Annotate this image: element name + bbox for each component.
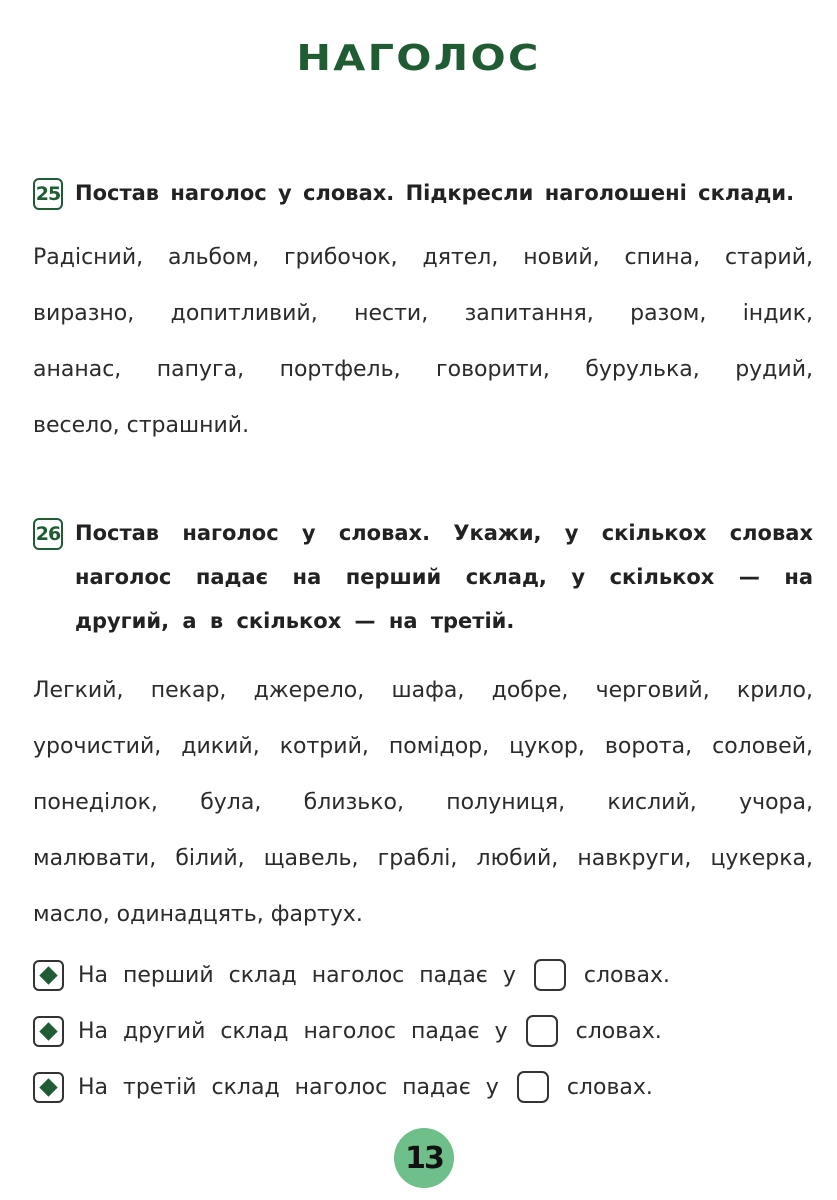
answer-row-second-syllable xyxy=(33,1003,670,1059)
task-header xyxy=(33,176,813,215)
word-line: Легкий, пекар, джерело, шафа, добре, черговий, крило, xyxy=(33,678,813,703)
page-number-badge: 13 xyxy=(394,1128,454,1188)
word-line: Радісний, альбом, грибочок, дятел, новий, спина, старий, xyxy=(33,245,813,270)
word-line: масло, одинадцять, фартух. xyxy=(33,902,363,927)
word-list xyxy=(33,230,813,454)
task-26 xyxy=(33,516,813,943)
answer-suffix: словах. xyxy=(575,1018,662,1044)
task-25 xyxy=(33,176,813,454)
bullet-diamond-icon xyxy=(33,1072,64,1103)
task-number-badge: 25 xyxy=(33,178,63,210)
answer-list xyxy=(33,947,670,1115)
answer-text: На перший склад наголос падає у xyxy=(78,962,516,988)
answer-text: На другий склад наголос падає у xyxy=(78,1018,508,1044)
answer-input-box[interactable] xyxy=(526,1015,558,1047)
instruction-line: наголос падає на перший склад, у скількох — на xyxy=(75,565,813,589)
task-header xyxy=(33,516,813,643)
task-number-badge: 26 xyxy=(33,518,63,550)
word-list xyxy=(33,663,813,943)
bullet-diamond-icon xyxy=(33,960,64,991)
word-line: понеділок, була, близько, полуниця, кислий, учора, xyxy=(33,790,813,815)
page-title: НАГОЛОС xyxy=(296,38,541,79)
answer-row-third-syllable xyxy=(33,1059,670,1115)
answer-suffix: словах. xyxy=(583,962,670,988)
word-line: виразно, допитливий, нести, запитання, разом, індик, xyxy=(33,301,813,326)
answer-suffix: словах. xyxy=(566,1074,653,1100)
instruction-line: Постав наголос у словах. Укажи, у скількох словах xyxy=(75,521,813,545)
instruction-line: другий, а в скількох — на третій. xyxy=(75,609,515,633)
answer-input-box[interactable] xyxy=(534,959,566,991)
word-line: малювати, білий, щавель, граблі, любий, навкруги, цукерка, xyxy=(33,846,813,871)
answer-text: На третій склад наголос падає у xyxy=(78,1074,499,1100)
answer-row-first-syllable xyxy=(33,947,670,1003)
task-instruction xyxy=(75,516,813,643)
word-line: урочистий, дикий, котрий, помідор, цукор, ворота, соловей, xyxy=(33,734,813,759)
answer-input-box[interactable] xyxy=(517,1071,549,1103)
task-instruction: Постав наголос у словах. Підкресли наголошені склади. xyxy=(75,181,795,205)
bullet-diamond-icon xyxy=(33,1016,64,1047)
word-line: весело, страшний. xyxy=(33,413,250,438)
word-line: ананас, папуга, портфель, говорити, бурулька, рудий, xyxy=(33,357,813,382)
